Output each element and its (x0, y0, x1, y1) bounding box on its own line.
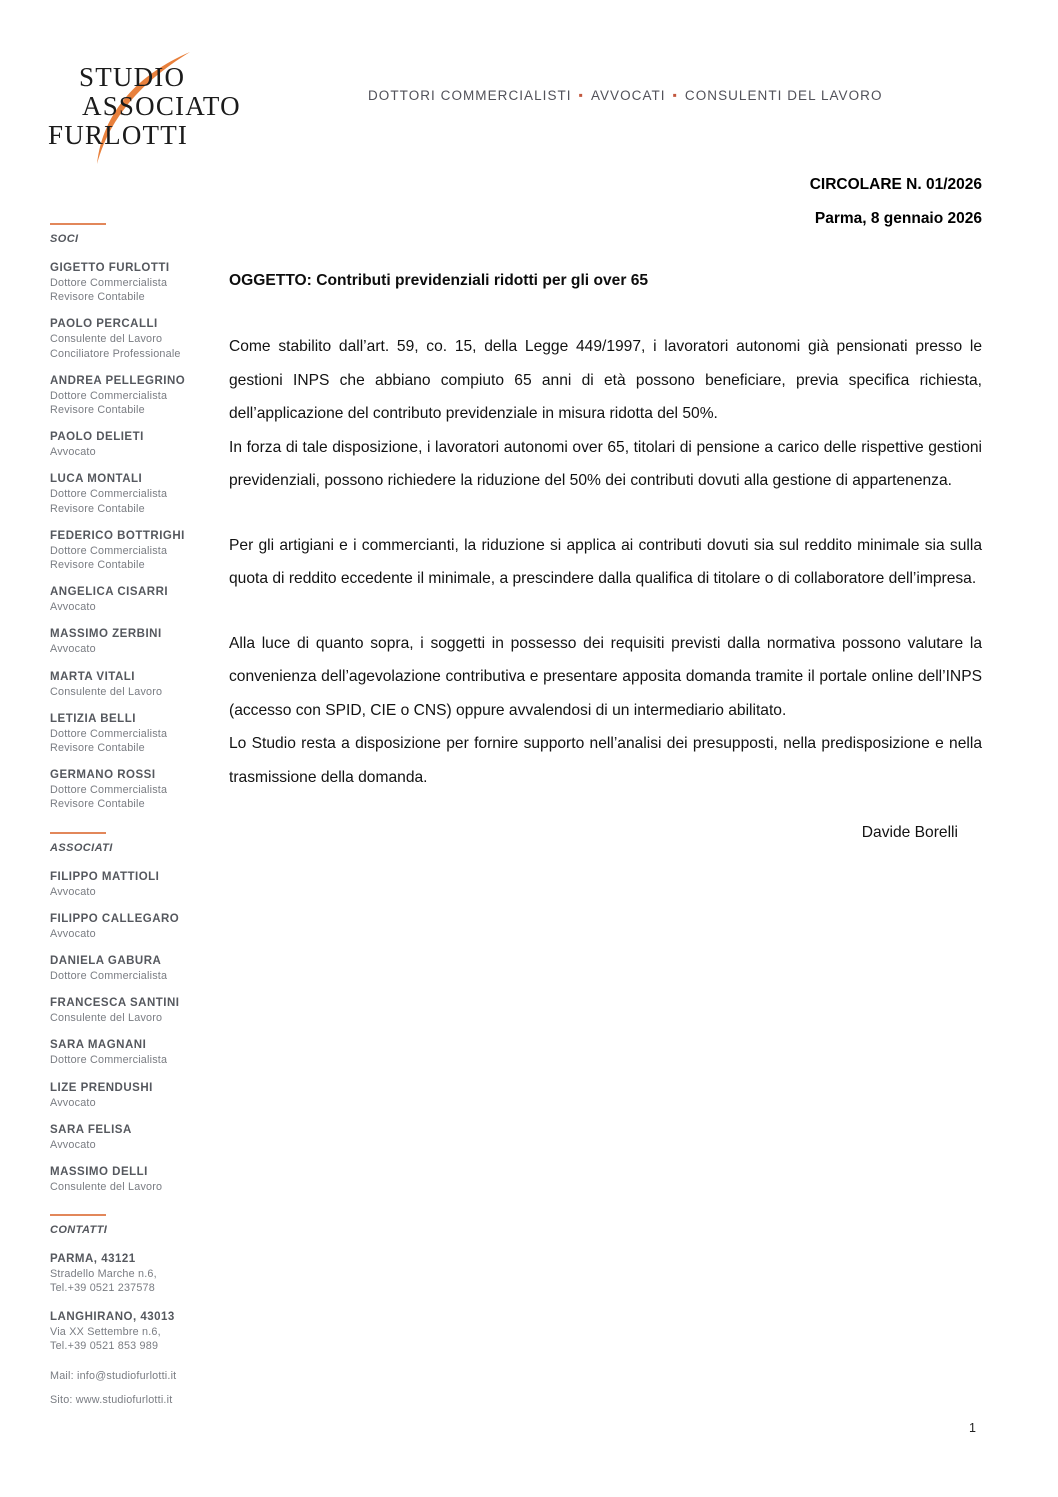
bullet-separator-icon: ▪ (578, 88, 584, 102)
member-role: Avvocato (50, 643, 96, 656)
sidebar-section (50, 223, 220, 812)
member-entry (50, 712, 220, 755)
member-role: Dottore Commercialista (50, 727, 168, 740)
office-entry (50, 1310, 220, 1353)
member-role: Consulente del Lavoro (50, 1012, 163, 1025)
page-number: 1 (969, 1421, 976, 1435)
member-role: Revisore Contabile (50, 742, 145, 755)
member-name: LUCA MONTALI (50, 473, 143, 486)
tagline-part: DOTTORI COMMERCIALISTI (368, 88, 572, 103)
body-paragraph: In forza di tale disposizione, i lavoratori autonomi over 65, titolari di pensione a carico delle rispettive gestioni previdenziali, possono richiedere la riduzione del 50% dei contributi dovuti alla gestione di appartenenza. (229, 438, 982, 489)
member-entry (50, 627, 220, 656)
member-role: Dottore Commercialista (50, 277, 168, 289)
member-entry (50, 912, 220, 941)
member-name: PAOLO PERCALLI (50, 318, 158, 331)
contacts-title: CONTATTI (50, 1224, 108, 1237)
member-name: LETIZIA BELLI (50, 712, 136, 725)
member-entry (50, 1165, 220, 1194)
member-role: Revisore Contabile (50, 798, 145, 811)
member-name: FILIPPO CALLEGARO (50, 912, 180, 925)
section-title: SOCI (50, 233, 79, 245)
office-line: Tel.+39 0521 237578 (50, 1282, 155, 1295)
member-name: SARA MAGNANI (50, 1039, 147, 1052)
header-tagline (368, 88, 928, 103)
member-role: Revisore Contabile (50, 502, 145, 515)
body-paragraph: Per gli artigiani e i commercianti, la riduzione si applica ai contributi dovuti sia sul reddito minimale sia sulla quota di reddito eccedente il minimale, a prescindere dalla qualifica di titolare o di collaboratore dell’impresa. (229, 536, 982, 587)
office-line: Stradello Marche n.6, (50, 1268, 157, 1281)
section-title: ASSOCIATI (50, 841, 113, 854)
paragraph-block (229, 330, 982, 498)
place-date: Parma, 8 gennaio 2026 (814, 210, 982, 227)
member-entry (50, 1081, 220, 1110)
member-role: Consulente del Lavoro (50, 1181, 163, 1194)
paragraph-block (229, 627, 982, 795)
member-entry (50, 870, 220, 899)
member-name: MASSIMO ZERBINI (50, 628, 162, 641)
member-role: Avvocato (50, 885, 96, 898)
contacts-section (50, 1214, 220, 1407)
body-paragraph: Lo Studio resta a disposizione per fornire supporto nell’analisi dei presupposti, nella predisposizione e nella trasmissione della domanda. (229, 735, 982, 786)
logo-text-line2: ASSOCIATO (82, 91, 241, 121)
member-name: DANIELA GABURA (50, 955, 162, 968)
paragraph-block (229, 529, 982, 596)
member-entry (50, 1038, 220, 1067)
member-entry (50, 430, 220, 459)
member-role: Revisore Contabile (50, 404, 145, 417)
member-entry (50, 261, 220, 304)
office-line: Tel.+39 0521 853 989 (50, 1339, 159, 1352)
section-rule (50, 223, 106, 225)
member-name: LIZE PRENDUSHI (50, 1081, 153, 1094)
member-name: PAOLO DELIETI (50, 431, 144, 444)
member-name: GERMANO ROSSI (50, 769, 156, 782)
section-rule (50, 1214, 106, 1216)
section-rule (50, 832, 106, 834)
member-name: ANGELICA CISARRI (50, 586, 169, 599)
member-role: Avvocato (50, 927, 96, 940)
member-role: Revisore Contabile (50, 291, 145, 304)
member-role: Dottore Commercialista (50, 970, 168, 983)
office-entry (50, 1252, 220, 1295)
member-role: Dottore Commercialista (50, 1054, 168, 1067)
circular-number: CIRCOLARE N. 01/2026 (809, 176, 982, 193)
signature: Davide Borelli (861, 824, 958, 841)
member-entry (50, 317, 220, 360)
member-role: Avvocato (50, 446, 96, 459)
member-name: FRANCESCA SANTINI (50, 997, 180, 1010)
member-entry (50, 670, 220, 699)
logo-text-line1: STUDIO (79, 62, 186, 92)
member-entry (50, 768, 220, 811)
body-paragraph: Alla luce di quanto sopra, i soggetti in possesso dei requisiti previsti dalla normativa possono valutare la convenienza dell’agevolazione contributiva e presentare apposita domanda tramite il portale online dell’INPS (accesso con SPID, CIE o CNS) oppure avvalendosi di un intermediario abilitato. (229, 634, 982, 719)
tagline-part: CONSULENTI DEL LAVORO (684, 88, 883, 103)
body-paragraph: Come stabilito dall’art. 59, co. 15, della Legge 449/1997, i lavoratori autonomi già pensionati presso le gestioni INPS che abbiano compiuto 65 anni di età possono beneficiare, previa specifica richiesta, dell’applicazione del contributo previdenziale in misura ridotta del 50%. (229, 338, 982, 422)
office-city: LANGHIRANO, 43013 (50, 1310, 175, 1323)
studio-logo (48, 50, 241, 175)
member-name: SARA FELISA (50, 1123, 132, 1136)
contact-site: Sito: www.studiofurlotti.it (50, 1394, 173, 1407)
member-entry (50, 529, 220, 572)
member-name: MARTA VITALI (50, 670, 135, 683)
member-entry (50, 1123, 220, 1152)
member-role: Avvocato (50, 601, 96, 614)
office-city: PARMA, 43121 (50, 1253, 136, 1266)
member-role: Dottore Commercialista (50, 488, 168, 501)
member-name: ANDREA PELLEGRINO (50, 374, 186, 387)
office-line: Via XX Settembre n.6, (50, 1325, 161, 1338)
member-role: Consulente del Lavoro (50, 333, 163, 346)
member-name: MASSIMO DELLI (50, 1166, 148, 1179)
member-role: Revisore Contabile (50, 559, 145, 572)
member-entry (50, 472, 220, 515)
member-entry (50, 996, 220, 1025)
sidebar-section (50, 832, 220, 1195)
member-entry (50, 954, 220, 983)
subject-line: OGGETTO: Contributi previdenziali ridotti per gli over 65 (229, 272, 649, 289)
letter-body (229, 272, 982, 842)
member-role: Consulente del Lavoro (50, 685, 163, 698)
member-role: Avvocato (50, 1096, 96, 1109)
member-role: Dottore Commercialista (50, 784, 168, 797)
logo-text-line3: FURLOTTI (48, 120, 189, 150)
circular-header (810, 176, 982, 228)
member-role: Conciliatore Professionale (50, 347, 181, 360)
member-name: FEDERICO BOTTRIGHI (50, 529, 185, 542)
bullet-separator-icon: ▪ (672, 88, 678, 102)
tagline-part: AVVOCATI (590, 88, 666, 103)
member-role: Dottore Commercialista (50, 389, 168, 402)
member-name: FILIPPO MATTIOLI (50, 870, 160, 883)
contact-mail: Mail: info@studiofurlotti.it (50, 1370, 177, 1383)
member-role: Dottore Commercialista (50, 544, 168, 557)
member-name: GIGETTO FURLOTTI (50, 262, 170, 274)
member-role: Avvocato (50, 1138, 96, 1151)
member-entry (50, 374, 220, 417)
member-entry (50, 585, 220, 614)
sidebar (50, 223, 220, 1408)
